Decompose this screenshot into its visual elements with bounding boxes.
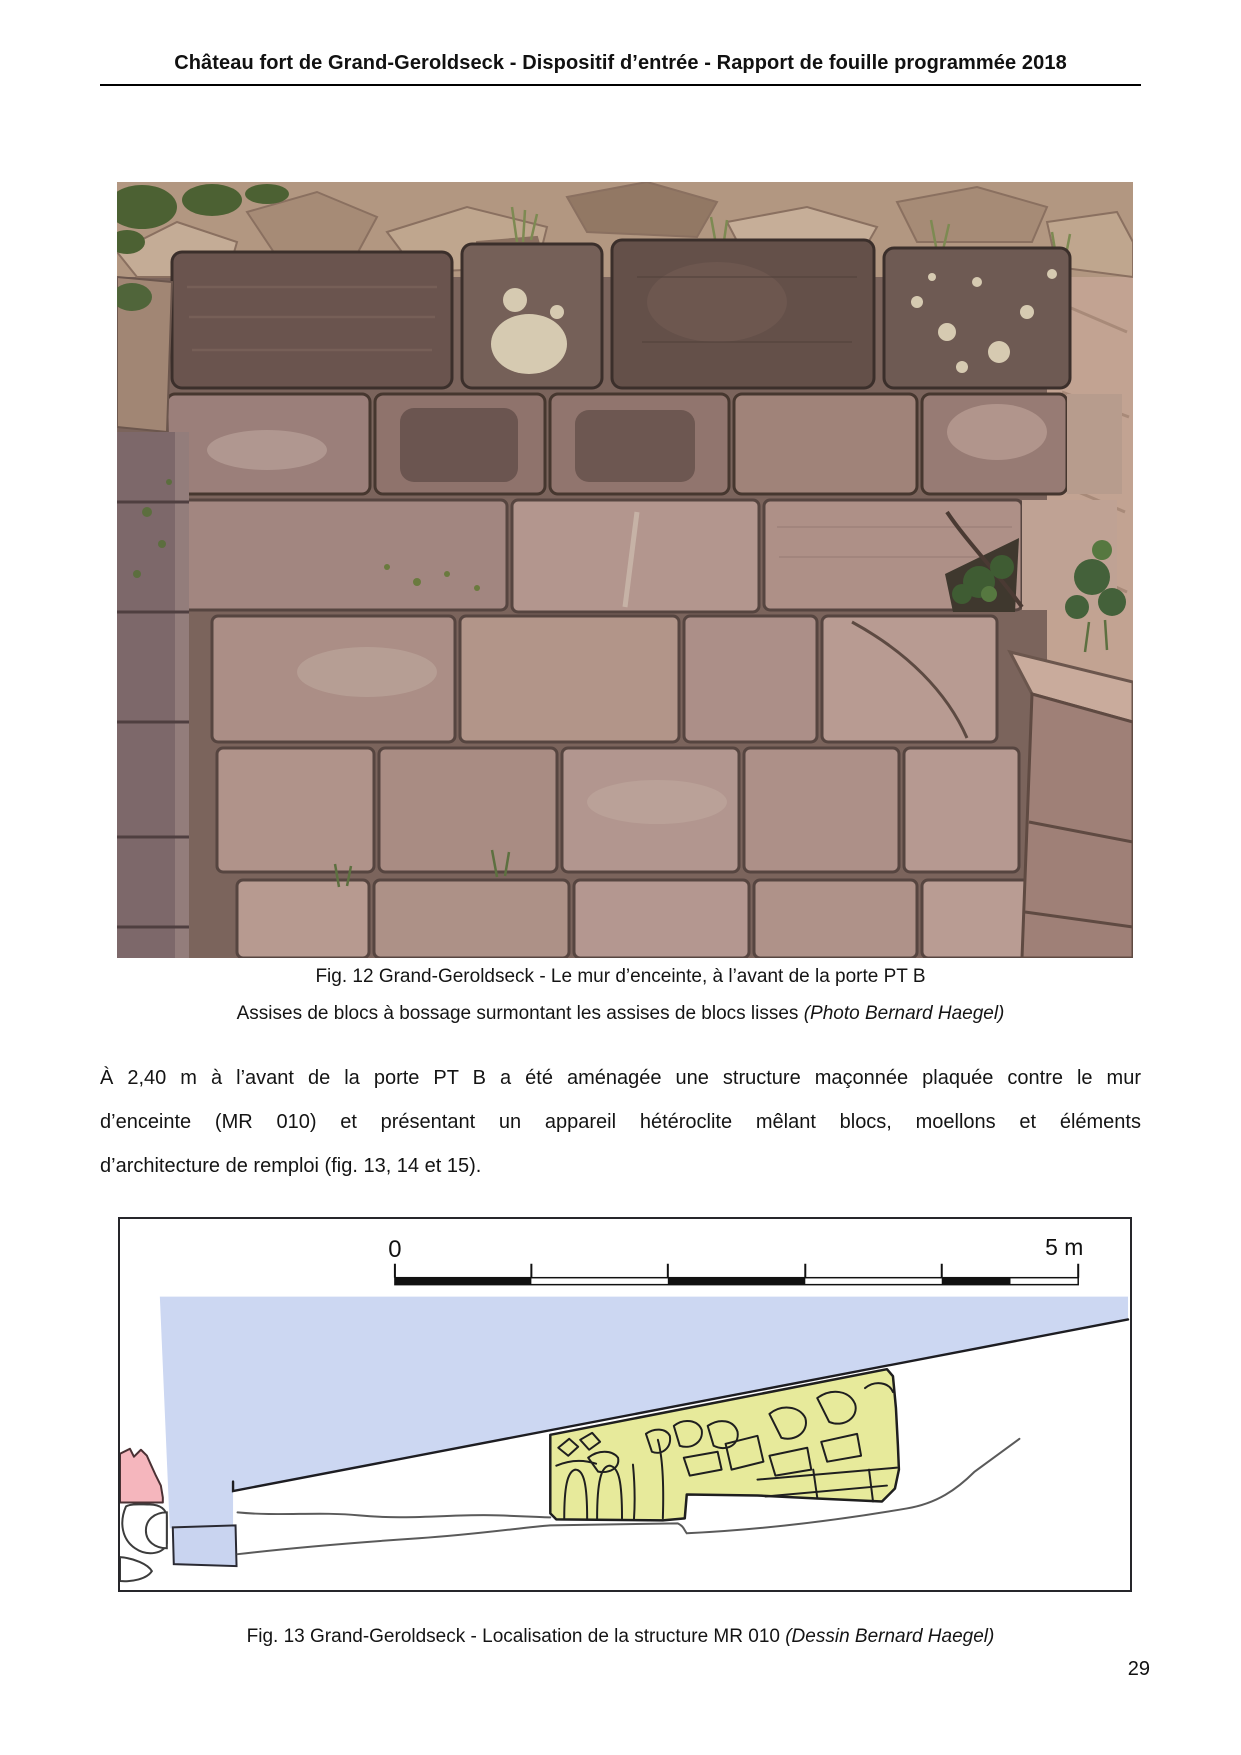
moulded-stones-outline bbox=[120, 1504, 167, 1581]
scale-bar bbox=[388, 1234, 1083, 1285]
scale-end-label: 5 m bbox=[1045, 1233, 1084, 1260]
body-paragraph bbox=[100, 1056, 1141, 1188]
figure12-photo-credit: (Photo Bernard Haegel) bbox=[803, 1003, 1005, 1024]
paragraph-line: d’architecture de remploi (fig. 13, 14 et 15). bbox=[100, 1155, 482, 1177]
page-header-title: Château fort de Grand-Geroldseck - Dispositif d’entrée - Rapport de fouille programmée 2018 bbox=[174, 52, 1067, 74]
paragraph-line: À 2,40 m à l’avant de la porte PT B a été aménagée une structure maçonnée plaquée contre le mur bbox=[100, 1067, 1141, 1089]
gate-block-pink bbox=[120, 1449, 163, 1503]
photo-row-bossed-dark bbox=[172, 240, 1070, 388]
figure12-caption bbox=[100, 958, 1141, 1032]
figure13-drawing-credit: (Dessin Bernard Haegel) bbox=[785, 1626, 995, 1647]
paragraph-line: d’enceinte (MR 010) et présentant un appareil hétéroclite mêlant blocs, moellons et éléments bbox=[100, 1111, 1141, 1133]
page-number: 29 bbox=[1127, 1658, 1150, 1680]
gate-pit-block bbox=[173, 1525, 237, 1566]
figure12-caption-line2: Assises de blocs à bossage surmontant les assises de blocs lisses (Photo Bernard Haegel) bbox=[236, 1003, 1005, 1024]
header-rule bbox=[100, 84, 1141, 86]
figure13-caption: Fig. 13 Grand-Geroldseck - Localisation de la structure MR 010 (Dessin Bernard Haegel) bbox=[246, 1626, 995, 1647]
figure13-frame bbox=[118, 1217, 1132, 1592]
photo-row-f bbox=[237, 880, 1069, 958]
scale-zero-label: 0 bbox=[388, 1235, 402, 1263]
figure12-caption-line1: Fig. 12 Grand-Geroldseck - Le mur d’enceinte, à l’avant de la porte PT B bbox=[315, 966, 926, 987]
figure12-photo bbox=[117, 182, 1133, 958]
figure13-drawing bbox=[120, 1219, 1130, 1590]
